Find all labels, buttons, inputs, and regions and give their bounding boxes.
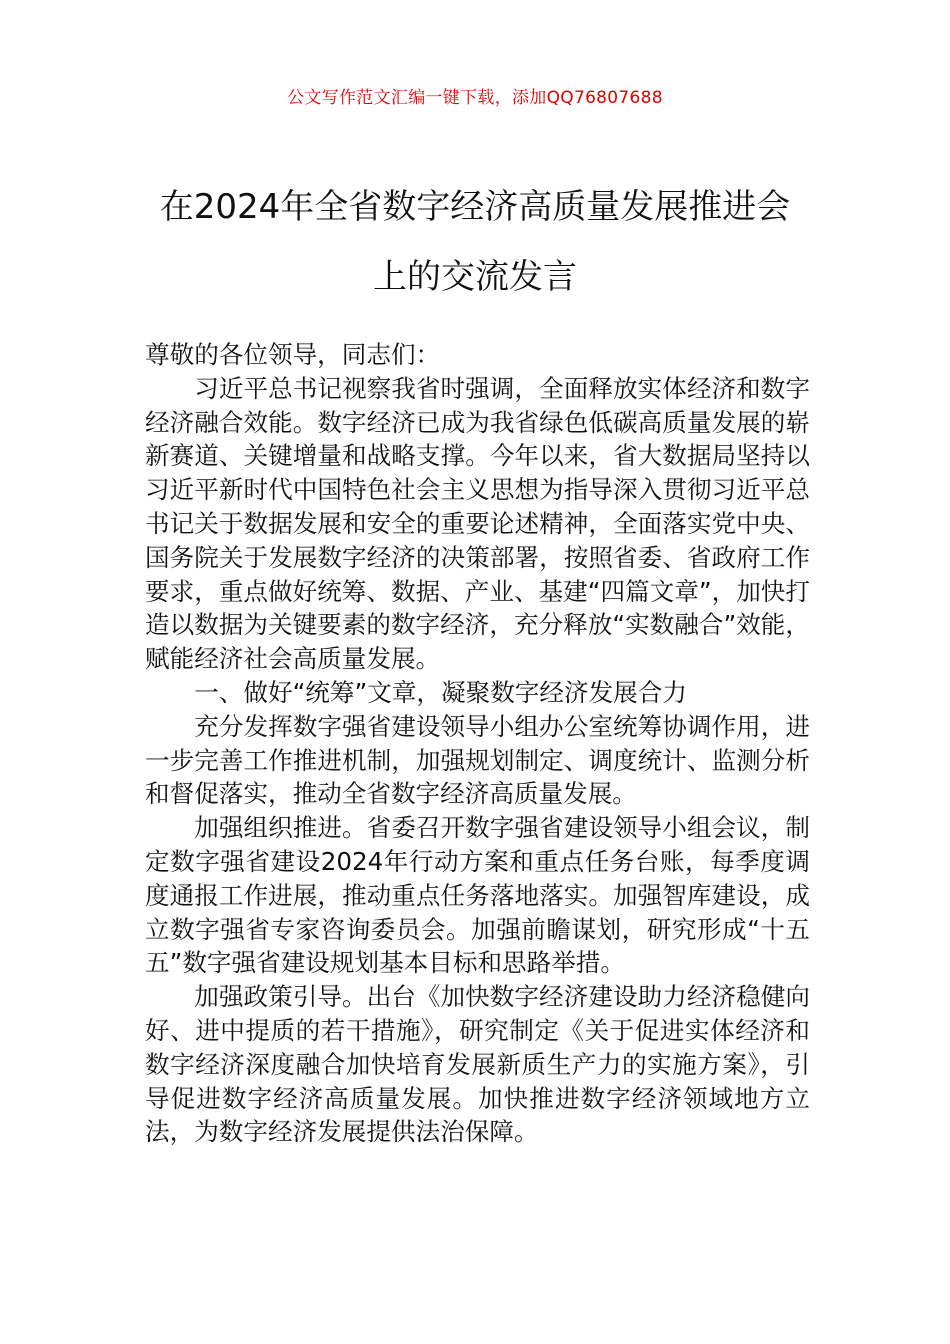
document-body — [145, 338, 810, 1149]
document-title — [140, 172, 810, 312]
paragraph-organization: 加强组织推进。省委召开数字强省建设领导小组会议，制定数字强省建设2024年行动方案和重点任务台账，每季度调度通报工作进展，推动重点任务落地落实。加强智库建设，成立数字强省专家咨询委员会。加强前瞻谋划，研究形成“十五五”数字强省建设规划基本目标和思路举措。 — [145, 813, 810, 978]
section-heading-1: 一、做好“统筹”文章，凝聚数字经济发展合力 — [194, 677, 687, 707]
paragraph-section-1-overview: 充分发挥数字强省建设领导小组办公室统筹协调作用，进一步完善工作推进机制，加强规划制定、调度统计、监测分析和督促落实，推动全省数字经济高质量发展。 — [145, 711, 810, 809]
paragraph-policy: 加强政策引导。出台《加快数字经济建设助力经济稳健向好、进中提质的若干措施》，研究制定《关于促进实体经济和数字经济深度融合加快培育发展新质生产力的实施方案》，引导促进数字经济高质量发展。加快推进数字经济领域地方立法，为数字经济发展提供法治保障。 — [145, 982, 810, 1147]
title-line-1: 在2024年全省数字经济高质量发展推进会 — [159, 187, 791, 227]
header-promo-note: 公文写作范文汇编一键下载，添加QQ76807688 — [287, 88, 663, 108]
title-line-2: 上的交流发言 — [373, 257, 577, 297]
paragraph-intro: 习近平总书记视察我省时强调，全面释放实体经济和数字经济融合效能。数字经济已成为我省绿色低碳高质量发展的崭新赛道、关键增量和战略支撑。今年以来，省大数据局坚持以习近平新时代中国特色社会主义思想为指导深入贯彻习近平总书记关于数据发展和安全的重要论述精神，全面落实党中央、国务院关于发展数字经济的决策部署，按照省委、省政府工作要求，重点做好统筹、数据、产业、基建“四篇文章”，加快打造以数据为关键要素的数字经济，充分释放“实数融合”效能，赋能经济社会高质量发展。 — [145, 373, 810, 674]
salutation: 尊敬的各位领导，同志们： — [145, 340, 441, 369]
